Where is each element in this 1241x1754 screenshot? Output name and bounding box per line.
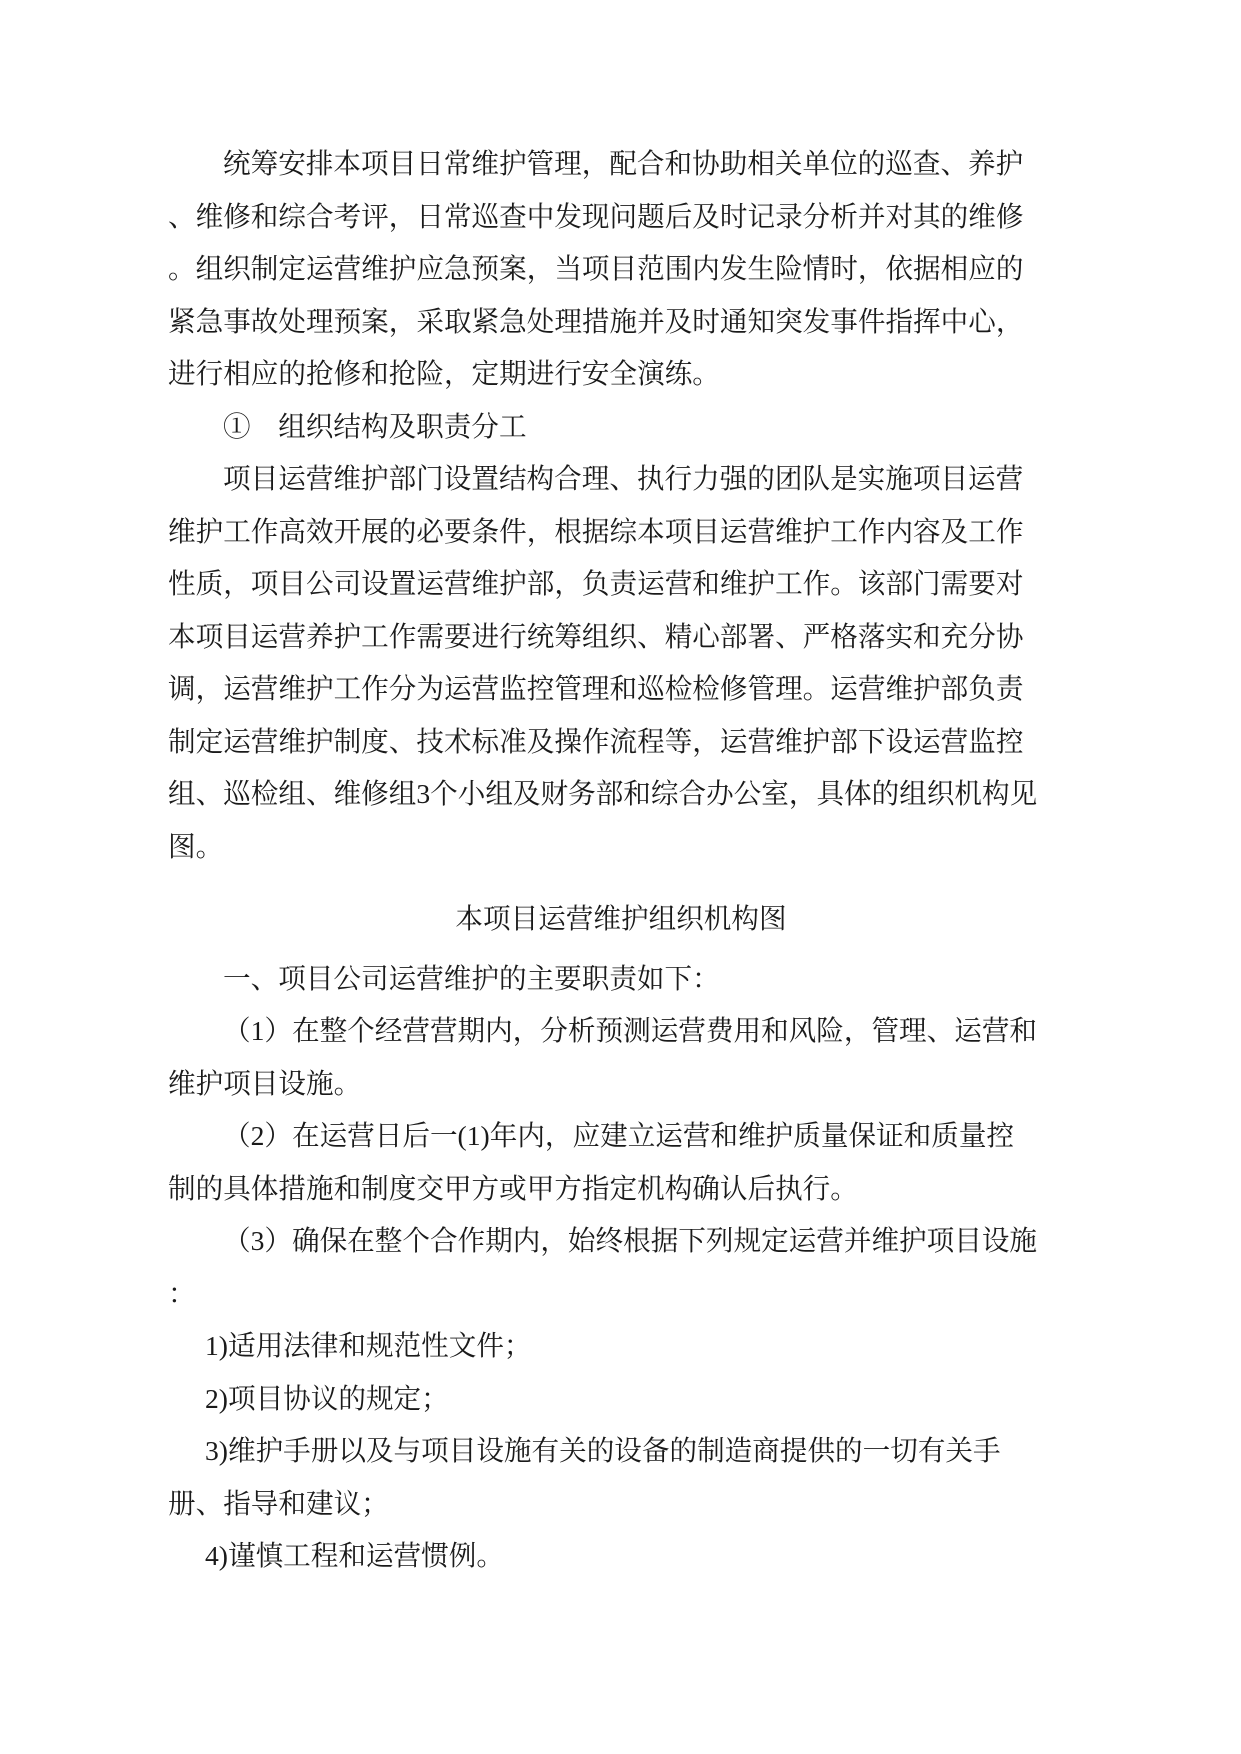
- paragraph: [168, 953, 1024, 1006]
- text-line: （3）确保在整个合作期内，始终根据下列规定运营并维护项目设施: [223, 1225, 1038, 1256]
- text-line: 进行相应的抢修和抢险，定期进行安全演练。: [168, 358, 720, 389]
- paragraph: [168, 1215, 1038, 1320]
- text-line: 1)适用法律和规范性文件；: [205, 1330, 532, 1361]
- document-body: [168, 138, 1038, 1583]
- text-line: 维护项目设施。: [168, 1067, 362, 1099]
- text-line: 3)维护手册以及与项目设施有关的设备的制造商提供的一切有关手: [205, 1435, 1001, 1466]
- text-line: 册、指导和建议；: [168, 1487, 389, 1519]
- text-line: （1）在整个经营营期内，分析预测运营费用和风险，管理、运营和: [223, 1015, 1038, 1046]
- text-line: 、维修和综合考评，日常巡查中发现问题后及时记录分析并对其的维修: [168, 200, 1024, 232]
- text-line: 4)谨慎工程和运营惯例。: [205, 1540, 504, 1571]
- text-line: 调，运营维护工作分为运营监控管理和巡检检修管理。运营维护部负责: [168, 673, 1024, 704]
- paragraph: [168, 453, 1038, 873]
- text-line: 组、巡检组、维修组3个小组及财务部和综合办公室，具体的组织机构见: [168, 778, 1038, 809]
- text-line: 紧急事故处理预案，采取紧急处理措施并及时通知突发事件指挥中心，: [168, 305, 1024, 337]
- text-line: 性质，项目公司设置运营维护部，负责运营和维护工作。该部门需要对: [168, 568, 1024, 599]
- text-line: 本项目运营养护工作需要进行统筹组织、精心部署、严格落实和充分协: [168, 620, 1024, 652]
- paragraph: [168, 1110, 1024, 1215]
- list-item: [168, 1530, 1024, 1583]
- text-line: ① 组织结构及职责分工: [223, 410, 527, 442]
- text-line: 2)项目协议的规定；: [205, 1382, 449, 1414]
- text-line: 本项目运营维护组织机构图: [455, 903, 787, 934]
- figure-caption: [168, 893, 1024, 946]
- text-line: 一、项目公司运营维护的主要职责如下：: [223, 962, 720, 994]
- list-item: [168, 1425, 1024, 1530]
- text-line: 图。: [168, 830, 224, 862]
- paragraph: [168, 138, 1024, 401]
- text-line: 维护工作高效开展的必要条件，根据综本项目运营维护工作内容及工作: [168, 515, 1024, 547]
- list-item: [168, 1373, 1024, 1426]
- text-line: 。组织制定运营维护应急预案，当项目范围内发生险情时，依据相应的: [168, 253, 1024, 284]
- text-line: 项目运营维护部门设置结构合理、执行力强的团队是实施项目运营: [223, 463, 1024, 494]
- list-item: [168, 1320, 1024, 1373]
- text-line: 制定运营维护制度、技术标准及操作流程等，运营维护部下设运营监控: [168, 725, 1024, 757]
- text-line: 统筹安排本项目日常维护管理，配合和协助相关单位的巡查、养护: [223, 148, 1024, 179]
- text-line: （2）在运营日后一(1)年内，应建立运营和维护质量保证和质量控: [223, 1120, 1015, 1151]
- paragraph: [168, 401, 1024, 454]
- text-line: 制的具体措施和制度交甲方或甲方指定机构确认后执行。: [168, 1172, 858, 1204]
- text-line: ：: [168, 1277, 196, 1309]
- paragraph: [168, 1005, 1038, 1110]
